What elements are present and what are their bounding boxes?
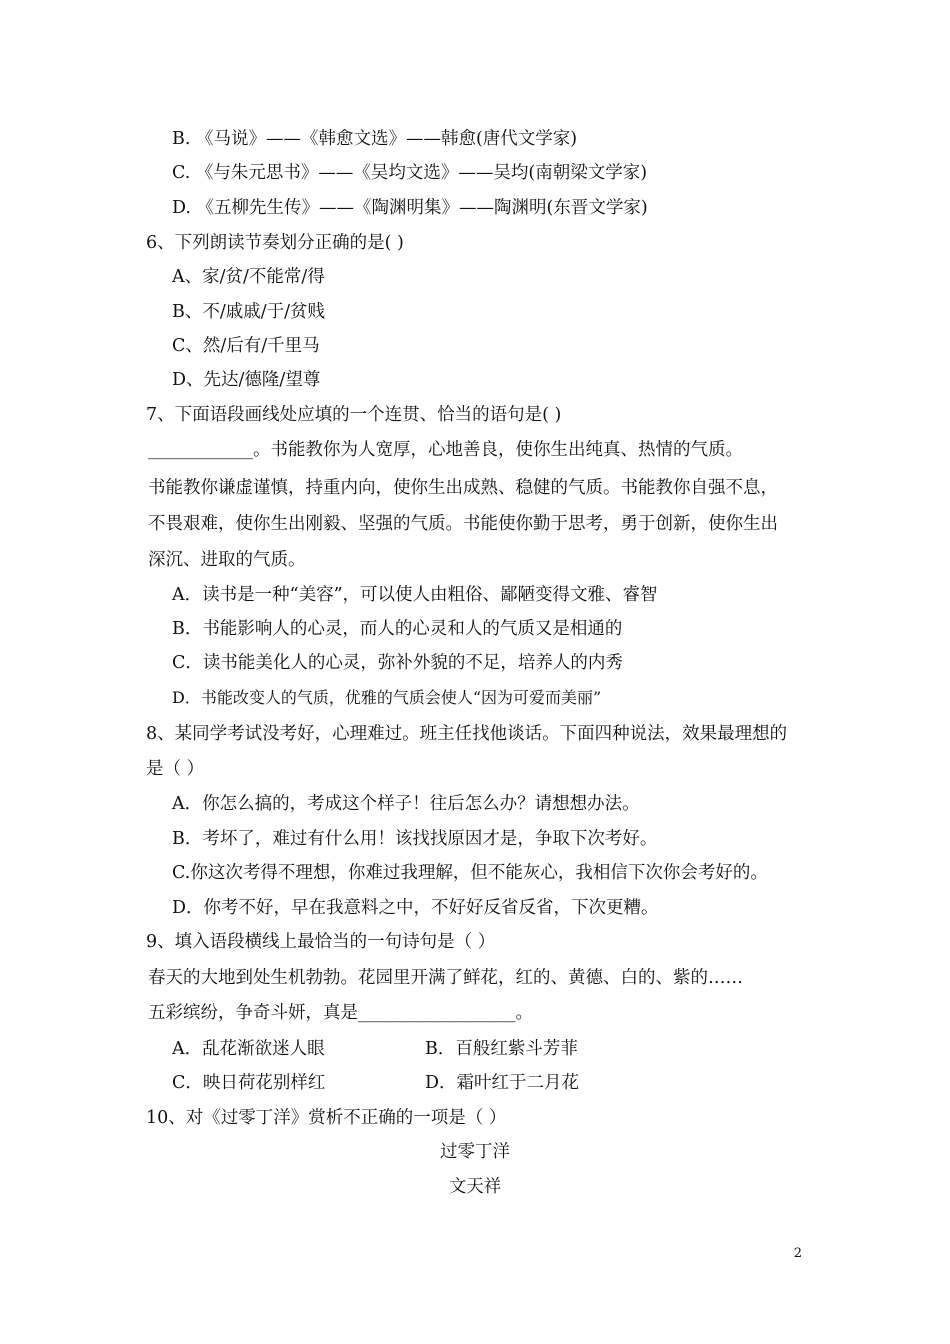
q9-options-row-1	[172, 1037, 872, 1061]
poem-author: 文天祥	[448, 1177, 502, 1197]
question-6: 6、下列朗读节奏划分正确的是( )	[146, 233, 404, 253]
q9-options-row-2	[172, 1071, 872, 1095]
option-b-line: B. 《马说》——《韩愈文选》——韩愈(唐代文学家)	[172, 129, 578, 149]
question-8-cont: 是（ ）	[146, 759, 205, 779]
q8-option-c: C.你这次考得不理想，你难过我理解，但不能灰心，我相信下次你会考好的。	[172, 863, 768, 883]
q7-passage-line: 深沉、进取的气质。	[148, 550, 306, 570]
q7-option-d: D．书能改变人的气质，优雅的气质会使人“因为可爱而美丽”	[172, 688, 602, 707]
question-7: 7、下面语段画线处应填的一个连贯、恰当的语句是( )	[146, 405, 562, 425]
q7-passage-line: ____________。书能教你为人宽厚，心地善良，使你生出纯真、热情的气质。	[148, 440, 743, 460]
q9-option-d: D．霜叶红于二月花	[425, 1073, 580, 1093]
q6-option-a: A、家/贫/不能常/得	[172, 267, 325, 287]
poem-title: 过零丁洋	[440, 1142, 510, 1162]
question-8: 8、某同学考试没考好，心理难过。班主任找他谈话。下面四种说法，效果最理想的	[146, 724, 788, 744]
option-d-line: D. 《五柳先生传》——《陶渊明集》——陶渊明(东晋文学家)	[172, 198, 648, 218]
q6-option-c: C、然/后有/千里马	[172, 336, 320, 356]
q9-option-a: A．乱花渐欲迷人眼	[172, 1039, 325, 1059]
q9-passage-line: 五彩缤纷，争奇斗妍，真是__________________。	[148, 1003, 533, 1023]
q9-passage-line: 春天的大地到处生机勃勃。花园里开满了鲜花，红的、黄德、白的、紫的……	[148, 968, 743, 988]
q8-option-b: B．考坏了，难过有什么用！该找找原因才是，争取下次考好。	[172, 829, 658, 849]
q7-passage-line: 不畏艰难，使你生出刚毅、坚强的气质。书能使你勤于思考，勇于创新，使你生出	[148, 514, 778, 534]
q7-option-b: B．书能影响人的心灵，而人的心灵和人的气质又是相通的	[172, 619, 623, 639]
q8-option-d: D．你考不好，早在我意料之中，不好好反省反省，下次更糟。	[172, 898, 659, 918]
q6-option-d: D、先达/德隆/望尊	[172, 370, 321, 390]
q9-option-b: B．百般红紫斗芳菲	[425, 1039, 578, 1059]
q7-option-c: C．读书能美化人的心灵，弥补外貌的不足，培养人的内秀	[172, 653, 623, 673]
q7-option-a: A．读书是一种“美容”，可以使人由粗俗、鄙陋变得文雅、睿智	[172, 585, 658, 605]
page-number: 2	[793, 1246, 802, 1261]
q9-option-c: C．映日荷花别样红	[172, 1073, 326, 1093]
q8-option-a: A．你怎么搞的，考成这个样子！往后怎么办？请想想办法。	[172, 794, 640, 814]
question-10: 10、对《过零丁洋》赏析不正确的一项是（ ）	[146, 1108, 507, 1128]
q6-option-b: B、不/戚戚/于/贫贱	[172, 302, 326, 322]
question-9: 9、填入语段横线上最恰当的一句诗句是（ ）	[146, 932, 496, 952]
q7-passage-line: 书能教你谦虚谨慎，持重内向，使你生出成熟、稳健的气质。书能教你自强不息，	[148, 478, 778, 498]
option-c-line: C. 《与朱元思书》——《吴均文选》——吴均(南朝梁文学家)	[172, 163, 648, 183]
